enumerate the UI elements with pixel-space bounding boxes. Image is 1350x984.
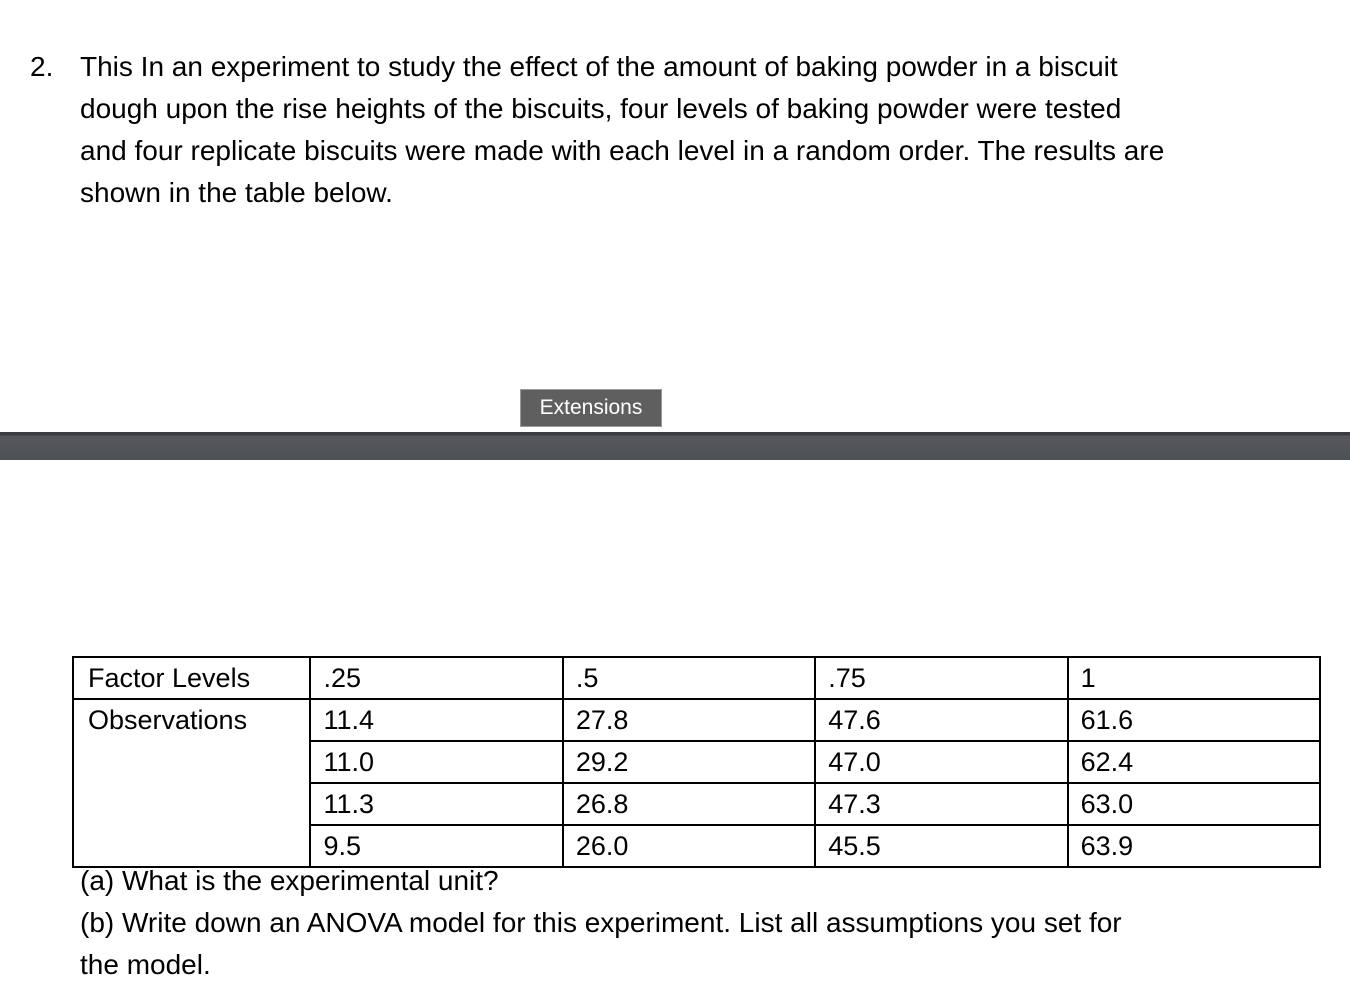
question-block xyxy=(30,46,1270,214)
table-cell: 26.8 xyxy=(563,783,815,825)
question-line: and four replicate biscuits were made with each level in a random order. The results are xyxy=(80,135,1165,166)
subquestion-b-line2: the model. xyxy=(80,949,211,980)
table-cell: 11.4 xyxy=(310,699,562,741)
table-row xyxy=(73,699,1320,741)
table-cell: 63.0 xyxy=(1068,783,1320,825)
extensions-tooltip: Extensions xyxy=(520,389,662,427)
question-line: This In an experiment to study the effect of the amount of baking powder in a biscuit xyxy=(80,51,1118,82)
level-cell: 1 xyxy=(1068,657,1320,699)
table-cell: 62.4 xyxy=(1068,741,1320,783)
table-cell: 9.5 xyxy=(310,825,562,867)
question-line: dough upon the rise heights of the biscuits, four levels of baking powder were tested xyxy=(80,93,1122,124)
factor-levels-label: Factor Levels xyxy=(73,657,310,699)
table-cell: 63.9 xyxy=(1068,825,1320,867)
table-cell: 11.3 xyxy=(310,783,562,825)
subquestions xyxy=(80,860,1280,984)
table-cell: 61.6 xyxy=(1068,699,1320,741)
level-cell: .25 xyxy=(310,657,562,699)
subquestion-a: (a) What is the experimental unit? xyxy=(80,865,499,896)
table-cell: 29.2 xyxy=(563,741,815,783)
table-cell: 47.0 xyxy=(815,741,1067,783)
extensions-toolbar[interactable] xyxy=(0,432,1350,460)
level-cell: .75 xyxy=(815,657,1067,699)
level-cell: .5 xyxy=(563,657,815,699)
question-line: shown in the table below. xyxy=(80,177,393,208)
table-cell: 47.6 xyxy=(815,699,1067,741)
observations-label: Observations xyxy=(73,699,310,867)
table-cell: 45.5 xyxy=(815,825,1067,867)
table-cell: 27.8 xyxy=(563,699,815,741)
table-cell: 11.0 xyxy=(310,741,562,783)
question-text xyxy=(80,46,1270,214)
table-cell: 26.0 xyxy=(563,825,815,867)
data-table xyxy=(72,656,1321,868)
question-number: 2. xyxy=(30,51,54,82)
table-row-levels xyxy=(73,657,1320,699)
subquestion-b-line1: (b) Write down an ANOVA model for this experiment. List all assumptions you set for xyxy=(80,907,1122,938)
table-cell: 47.3 xyxy=(815,783,1067,825)
